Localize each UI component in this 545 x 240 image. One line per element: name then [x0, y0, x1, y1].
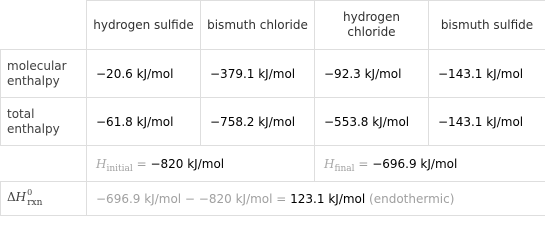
column-header-bismuth-sulfide: bismuth sulfide — [429, 1, 545, 50]
table-row-reaction-enthalpy — [1, 182, 545, 216]
standard-superscript: 0 — [27, 188, 33, 197]
final-subscript: final — [334, 163, 355, 174]
table-cell: −20.6 kJ/mol — [87, 50, 201, 98]
final-equals: = — [354, 156, 373, 171]
table-cell: −553.8 kJ/mol — [315, 98, 429, 146]
table-cell: −143.1 kJ/mol — [429, 50, 545, 98]
initial-value: −820 kJ/mol — [150, 156, 225, 171]
header-row — [1, 1, 545, 50]
reaction-result: 123.1 kJ/mol — [290, 191, 366, 206]
column-header-hydrogen-chloride: hydrogen chloride — [315, 1, 429, 50]
column-header-hydrogen-sulfide: hydrogen sulfide — [87, 1, 201, 50]
table-cell: −758.2 kJ/mol — [201, 98, 315, 146]
table-row-molecular-enthalpy — [1, 50, 545, 98]
table-cell: −61.8 kJ/mol — [87, 98, 201, 146]
final-enthalpy-cell — [315, 146, 545, 182]
reaction-calculation: −696.9 kJ/mol − −820 kJ/mol = — [96, 191, 291, 206]
rxn-subscript: rxn — [27, 198, 43, 208]
table-row-initial-final — [1, 146, 545, 182]
reaction-enthalpy-label — [1, 182, 87, 216]
enthalpy-symbol: H — [15, 190, 27, 204]
row-label-molecular-enthalpy: molecular enthalpy — [1, 50, 87, 98]
table-cell: −92.3 kJ/mol — [315, 50, 429, 98]
reaction-enthalpy-cell — [87, 182, 545, 216]
table-cell: −379.1 kJ/mol — [201, 50, 315, 98]
reaction-note: (endothermic) — [365, 191, 455, 206]
row-label-total-enthalpy: total enthalpy — [1, 98, 87, 146]
empty-label-cell — [1, 146, 87, 182]
column-header-bismuth-chloride: bismuth chloride — [201, 1, 315, 50]
delta-symbol: Δ — [7, 190, 16, 204]
initial-symbol: H — [96, 156, 107, 171]
final-value: −696.9 kJ/mol — [372, 156, 458, 171]
table-row-total-enthalpy — [1, 98, 545, 146]
initial-subscript: initial — [106, 163, 133, 174]
corner-cell — [1, 1, 87, 50]
initial-enthalpy-cell — [87, 146, 315, 182]
table-cell: −143.1 kJ/mol — [429, 98, 545, 146]
final-symbol: H — [324, 156, 335, 171]
initial-equals: = — [132, 156, 151, 171]
